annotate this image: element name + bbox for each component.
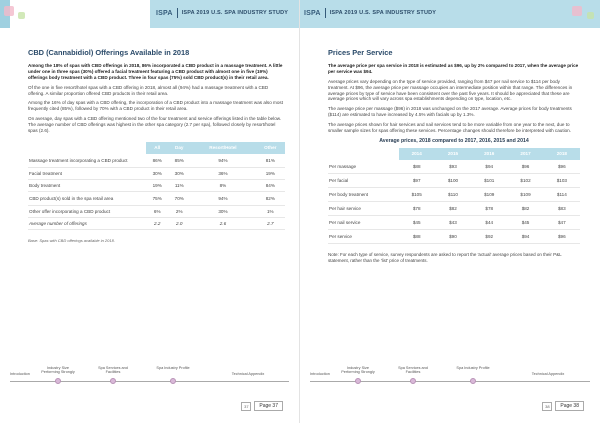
- table-cell: $83: [544, 202, 580, 216]
- table-cell: $45: [399, 216, 435, 230]
- page-number-box[interactable]: 37: [241, 402, 251, 411]
- table-cell: $100: [435, 174, 471, 188]
- row-label: Other offer incorporating a CBD product: [28, 206, 146, 218]
- paragraph: Of the one in five resort/hotel spas with a CBD offering in 2018, almost all (94%) had a massage treatment with a CBD offering. A similar proportion offered CBD products in their retail area.: [28, 84, 269, 96]
- table-cell: $96: [544, 230, 580, 244]
- table-row: [28, 218, 285, 230]
- table-cell: 2.7: [256, 218, 285, 230]
- left-content: [28, 48, 285, 243]
- section-title: CBD (Cannabidiol) Offerings Available in 2018: [28, 48, 190, 57]
- nav-dot-icon[interactable]: [110, 378, 116, 384]
- paragraph: The average prices shown for hair services and nail services tend to be more variable from one year to the next, due to smaller sample sizes for spas offering these services. Percentage changes should therefore be interpreted with caution.: [328, 122, 572, 133]
- table-cell: $101: [471, 174, 507, 188]
- table-title: Average prices, 2018 compared to 2017, 2016, 2015 and 2014: [379, 137, 529, 144]
- table-row: [28, 154, 285, 168]
- nav-item-technical-appendix[interactable]: Technical Appendix: [531, 372, 565, 376]
- table-cell: 84%: [256, 180, 285, 192]
- row-label: Facial treatment: [28, 168, 146, 180]
- nav-item-spa-industry-profile[interactable]: Spa Industry Profile: [156, 366, 190, 370]
- table-cell: 70%: [168, 192, 190, 206]
- table-row: [328, 202, 580, 216]
- table-header-blank: [28, 142, 146, 154]
- table-cell: 8%: [190, 180, 255, 192]
- paragraph: On average, day spas with a CBD offering mentioned two of the four treatment and service offerings listed in the table below. The average number of CBD offerings was highest in the other spa category (2.7 per spa), followed closely by resort/hotel spas (2.6).: [28, 116, 282, 133]
- row-label: Massage treatment incorporating a CBD product: [28, 154, 146, 168]
- decorative-square-icon: [4, 6, 14, 16]
- row-label: Per massage: [328, 160, 399, 174]
- table-header-row: [28, 142, 285, 154]
- row-label: Per facial: [328, 174, 399, 188]
- nav-item-spa-services[interactable]: Spa Services and Facilities: [398, 366, 428, 375]
- decorative-square-icon: [572, 6, 582, 16]
- table-row: [328, 160, 580, 174]
- table-cell: $96: [507, 160, 543, 174]
- study-title: ISPA 2019 U.S. SPA INDUSTRY STUDY: [181, 10, 289, 16]
- nav-item-introduction[interactable]: Introduction: [310, 372, 330, 376]
- table-cell: $97: [399, 174, 435, 188]
- table-cell: $43: [435, 216, 471, 230]
- nav-dot-icon[interactable]: [410, 378, 416, 384]
- table-header: 2016: [471, 148, 507, 160]
- ispa-logo: ISPA: [156, 9, 173, 17]
- table-cell: 36%: [190, 168, 255, 180]
- row-label: Body treatment: [28, 180, 146, 192]
- table-header-blank: [328, 148, 399, 160]
- row-label: Average number of offerings: [28, 218, 146, 230]
- table-cell: $78: [471, 202, 507, 216]
- page-right: [300, 0, 600, 423]
- nav-dot-icon[interactable]: [55, 378, 61, 384]
- table-cell: 75%: [146, 192, 168, 206]
- table-cell: 30%: [146, 168, 168, 180]
- table-cell: $96: [544, 160, 580, 174]
- table-header: Day: [168, 142, 190, 154]
- table-cell: 82%: [256, 192, 285, 206]
- cbd-offerings-table: [28, 142, 285, 231]
- table-cell: 19%: [146, 180, 168, 192]
- nav-item-industry-size[interactable]: Industry Size Performing Strongly: [341, 366, 375, 375]
- table-cell: $82: [435, 202, 471, 216]
- table-cell: $110: [435, 188, 471, 202]
- table-cell: $44: [471, 216, 507, 230]
- section-navigation: [10, 360, 289, 390]
- header-bar: [300, 0, 600, 28]
- nav-item-introduction[interactable]: Introduction: [10, 372, 30, 376]
- decorative-square-icon: [18, 12, 25, 19]
- table-cell: 19%: [256, 168, 285, 180]
- table-header: 2015: [435, 148, 471, 160]
- table-header: 2014: [399, 148, 435, 160]
- row-label: CBD product(s) sold in the spa retail area: [28, 192, 146, 206]
- table-row: [328, 188, 580, 202]
- table-cell: $82: [507, 202, 543, 216]
- table-cell: 30%: [190, 206, 255, 218]
- table-row: [28, 168, 285, 180]
- page-label: Page 37: [254, 401, 283, 411]
- nav-dot-icon[interactable]: [470, 378, 476, 384]
- table-cell: $45: [507, 216, 543, 230]
- table-cell: 2.6: [190, 218, 255, 230]
- table-cell: $102: [507, 174, 543, 188]
- table-cell: $94: [507, 230, 543, 244]
- section-title: Prices Per Service: [328, 48, 393, 57]
- table-cell: $88: [399, 230, 435, 244]
- table-row: [28, 192, 285, 206]
- brand-divider: [325, 8, 326, 18]
- table-cell: $109: [471, 188, 507, 202]
- row-label: Per nail service: [328, 216, 399, 230]
- right-content: [328, 48, 580, 264]
- paragraph: Average prices vary depending on the type of service provided, ranging from $47 per nail service to $114 per body treatment. At $96, the average price per massage occupies an intermediate position within that range. The differences in average prices by type of service have been consistent over the past five years. It should be appreciated that these are average prices which will vary across spa establishments depending on type, location, etc.: [328, 78, 573, 102]
- table-cell: $109: [507, 188, 543, 202]
- nav-item-industry-size[interactable]: Industry Size Performing Strongly: [41, 366, 75, 375]
- table-note: Note: For each type of service, survey respondents are asked to report the 'actual' average prices based on their P&L statement, rather than the 'list' price of treatments.: [328, 252, 562, 264]
- table-cell: 2.2: [146, 218, 168, 230]
- decorative-square-icon: [587, 12, 594, 19]
- table-cell: $78: [399, 202, 435, 216]
- table-header: 2017: [507, 148, 543, 160]
- table-cell: 94%: [190, 192, 255, 206]
- table-cell: $93: [435, 160, 471, 174]
- row-label: Per body treatment: [328, 188, 399, 202]
- table-header: Resort/Hotel: [190, 142, 255, 154]
- table-header-row: [328, 148, 580, 160]
- table-header: All: [146, 142, 168, 154]
- nav-item-technical-appendix[interactable]: Technical Appendix: [231, 372, 265, 376]
- nav-line: [310, 381, 590, 382]
- table-cell: 81%: [256, 154, 285, 168]
- paragraph: The average price per massage ($96) in 2018 was unchanged on the 2017 average. Average prices for body treatments ($114) are estimated to have increased by 4.5% with facials up by 1.3%.: [328, 106, 572, 118]
- nav-item-spa-industry-profile[interactable]: Spa Industry Profile: [456, 366, 490, 370]
- table-cell: $94: [471, 160, 507, 174]
- pager: [241, 401, 283, 411]
- nav-line: [10, 381, 289, 382]
- table-base-note: Base: Spas with CBD offerings available in 2018.: [28, 238, 115, 244]
- study-title: ISPA 2019 U.S. SPA INDUSTRY STUDY: [329, 10, 437, 16]
- section-navigation: [310, 360, 590, 390]
- page-label: Page 38: [555, 401, 584, 411]
- table-cell: $47: [544, 216, 580, 230]
- table-row: [28, 180, 285, 192]
- lead-paragraph: Among the 18% of spas with CBD offerings in 2018, 86% incorporated a CBD product in a massage treatment. A little under one in three spas (30%) offered a facial treatment featuring a CBD product with almost one in five (19%) offerings body treatment with a CBD product. Three in four spas (75%) sold CBD product(s) in their retail area.: [28, 63, 283, 80]
- table-row: [328, 174, 580, 188]
- brand-divider: [177, 8, 178, 18]
- nav-dot-icon[interactable]: [170, 378, 176, 384]
- table-header: 2018: [544, 148, 580, 160]
- table-row: [28, 206, 285, 218]
- lead-paragraph: The average price per spa service in 2018 is estimated as $96, up by 2% compared to 2017, when the average price per service was $94.: [328, 63, 579, 74]
- table-cell: $114: [544, 188, 580, 202]
- table-cell: 6%: [146, 206, 168, 218]
- row-label: Per hair service: [328, 202, 399, 216]
- average-prices-table: [328, 148, 580, 245]
- brand: [150, 8, 288, 18]
- row-label: Per service: [328, 230, 399, 244]
- table-cell: 30%: [168, 168, 190, 180]
- table-cell: $105: [399, 188, 435, 202]
- pager: [542, 401, 584, 411]
- table-cell: $90: [435, 230, 471, 244]
- table-cell: $103: [544, 174, 580, 188]
- page-number-box[interactable]: 38: [542, 402, 552, 411]
- nav-dot-icon[interactable]: [355, 378, 361, 384]
- table-cell: 94%: [190, 154, 255, 168]
- brand: [304, 8, 436, 18]
- table-cell: $88: [399, 160, 435, 174]
- paragraph: Among the 16% of day spas with a CBD offering, the incorporation of a CBD product into a massage treatment was also most frequently cited (85%), followed by 70% with a CBD product in their retail area.: [28, 100, 284, 112]
- table-cell: 86%: [146, 154, 168, 168]
- table-cell: 85%: [168, 154, 190, 168]
- table-cell: 1%: [256, 206, 285, 218]
- table-cell: 2%: [168, 206, 190, 218]
- header-bar: [0, 0, 299, 28]
- table-header: Other: [256, 142, 285, 154]
- table-cell: 2.0: [168, 218, 190, 230]
- table-row: [328, 230, 580, 244]
- ispa-logo: ISPA: [304, 9, 321, 17]
- nav-item-spa-services[interactable]: Spa Services and Facilities: [98, 366, 128, 375]
- table-cell: 11%: [168, 180, 190, 192]
- table-cell: $92: [471, 230, 507, 244]
- table-row: [328, 216, 580, 230]
